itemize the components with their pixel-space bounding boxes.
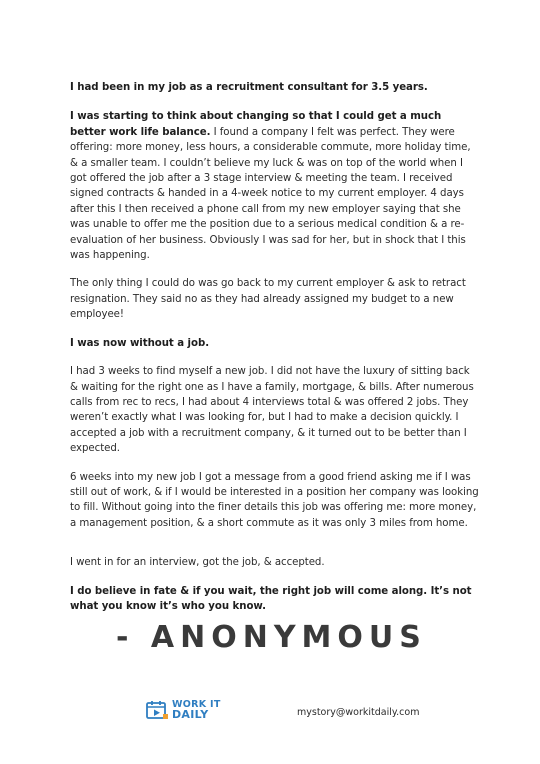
- paragraph-1-lead: I was starting to think about changing so that I could get a much better work life balance.: [70, 111, 442, 138]
- author-signature: - ANONYMOUS: [116, 620, 427, 655]
- story-paragraph-3: I had 3 weeks to find myself a new job. I did not have the luxury of sitting back & waiting for the right one as I have a family, mortgage, & bills. After numerous calls from rec to recs, I had about 4 interviews total & was offered 2 jobs. They weren’t exactly what I was looking for, but I had to make a decision quickly. I accepted a job with a recruitment company, & it turned out to be better than I expected.: [70, 366, 474, 455]
- story-heading: I had been in my job as a recruitment consultant for 3.5 years.: [70, 82, 428, 93]
- calendar-play-icon: [146, 700, 168, 720]
- brand-line-1: WORK IT: [172, 699, 221, 710]
- brand-logo: [146, 700, 221, 720]
- story-paragraph-5: I went in for an interview, got the job, & accepted.: [70, 557, 325, 569]
- story-body: [70, 80, 480, 614]
- story-paragraph-4: 6 weeks into my new job I got a message from a good friend asking me if I was still out of work, & if I would be interested in a position her company was looking to fill. Without going into the finer details this job was offering me: more money, a management position, & a short commute as it was only 3 miles from home.: [70, 471, 479, 529]
- contact-email[interactable]: mystory@workitdaily.com: [297, 707, 420, 718]
- story-subheading: I was now without a job.: [70, 337, 210, 349]
- story-paragraph-1: [70, 109, 480, 263]
- story-paragraph-2: The only thing I could do was go back to my current employer & ask to retract resignation. They said no as they had already assigned my budget to a new employee!: [70, 278, 466, 321]
- paragraph-1-rest: I found a company I felt was perfect. They were offering: more money, less hours, a considerable commute, more holiday time, & a smaller team. I couldn’t believe my luck & was on top of the world when I got offered the job after a 3 stage interview & meeting the team. I received signed contracts & handed in a 4-week notice to my current employer. 4 days after this I then received a phone call from my new employer saying that she was unable to offer me the position due to a serious medical condition & a re-evaluation of her business. Obviously I was sad for her, but in shock that I this was happening.: [70, 126, 471, 262]
- brand-wordmark: [172, 700, 221, 720]
- brand-line-2: DAILY: [172, 708, 209, 721]
- story-closing: I do believe in fate & if you wait, the right job will come along. It’s not what you know it’s who you know.: [70, 585, 472, 612]
